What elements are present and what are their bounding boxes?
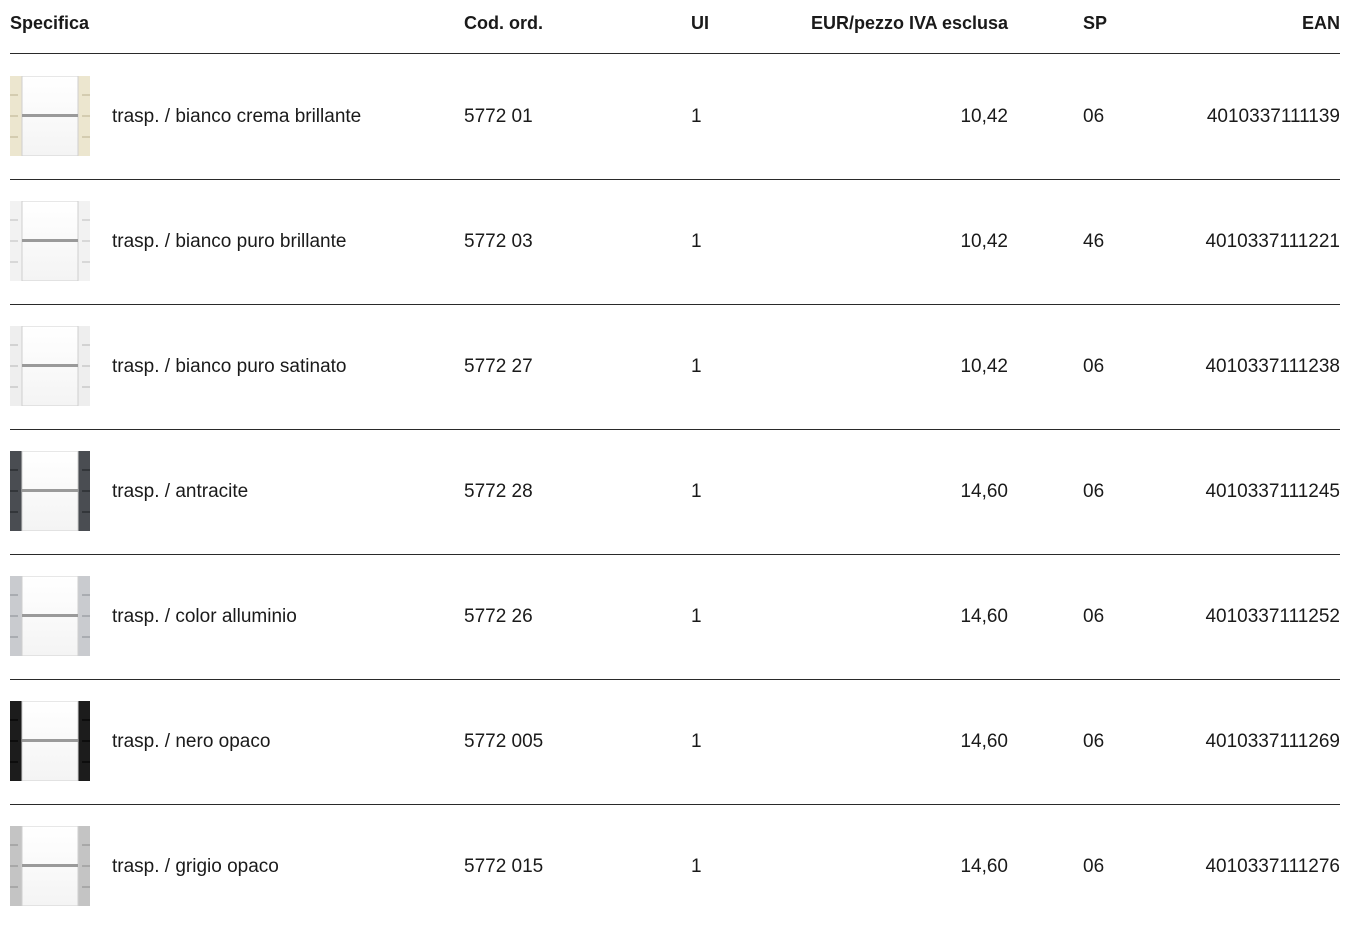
- product-thumbnail-icon: [10, 201, 90, 281]
- ean-cell: 4010337111252: [1205, 606, 1340, 627]
- ean-cell: 4010337111276: [1205, 856, 1340, 877]
- header-specifica: Specifica: [10, 13, 90, 33]
- ui-cell: 1: [691, 106, 702, 127]
- ean-cell: 4010337111245: [1205, 481, 1340, 502]
- ean-cell: 4010337111139: [1206, 106, 1340, 127]
- header-sp: SP: [1083, 13, 1108, 33]
- header-eur-pezzo: EUR/pezzo IVA esclusa: [810, 13, 1008, 33]
- price-cell: 10,42: [960, 356, 1008, 377]
- product-thumbnail-icon: [10, 76, 90, 156]
- ui-cell: 1: [691, 731, 702, 752]
- specifica-cell: trasp. / bianco puro brillante: [112, 231, 347, 252]
- product-thumbnail-icon: [10, 826, 90, 906]
- ean-cell: 4010337111238: [1205, 356, 1340, 377]
- sp-cell: 06: [1083, 106, 1105, 127]
- product-thumbnail-icon: [10, 451, 90, 531]
- sp-cell: 06: [1083, 356, 1105, 377]
- price-cell: 14,60: [960, 731, 1008, 752]
- table-header: [10, 0, 1340, 54]
- product-thumbnail-icon: [10, 701, 90, 781]
- specifica-cell: trasp. / grigio opaco: [112, 856, 279, 877]
- price-cell: 14,60: [960, 606, 1008, 627]
- specifica-cell: trasp. / bianco puro satinato: [112, 356, 347, 377]
- cod-ord-cell: 5772 27: [464, 356, 533, 377]
- table-row: [10, 54, 1340, 180]
- product-thumbnail-icon: [10, 576, 90, 656]
- cod-ord-cell: 5772 01: [464, 106, 533, 127]
- table-row: [10, 679, 1340, 805]
- header-ean: EAN: [1301, 13, 1340, 33]
- price-cell: 10,42: [960, 106, 1008, 127]
- specifica-cell: trasp. / color alluminio: [112, 606, 297, 627]
- price-cell: 14,60: [960, 481, 1008, 502]
- price-cell: 10,42: [960, 231, 1008, 252]
- ui-cell: 1: [691, 481, 702, 502]
- ean-cell: 4010337111221: [1205, 231, 1340, 252]
- price-cell: 14,60: [960, 856, 1008, 877]
- header-cod-ord: Cod. ord.: [464, 13, 543, 33]
- ui-cell: 1: [691, 231, 702, 252]
- specifica-cell: trasp. / antracite: [112, 481, 249, 502]
- cod-ord-cell: 5772 03: [464, 231, 533, 252]
- ui-cell: 1: [691, 606, 702, 627]
- header-ui: UI: [691, 13, 709, 33]
- sp-cell: 06: [1083, 731, 1105, 752]
- sp-cell: 46: [1083, 231, 1105, 252]
- ui-cell: 1: [691, 356, 702, 377]
- table-row: [10, 429, 1340, 555]
- cod-ord-cell: 5772 26: [464, 606, 533, 627]
- cod-ord-cell: 5772 005: [464, 731, 544, 752]
- specifica-cell: trasp. / nero opaco: [112, 731, 271, 752]
- table-row: [10, 804, 1340, 929]
- product-thumbnail-icon: [10, 326, 90, 406]
- specifica-cell: trasp. / bianco crema brillante: [112, 106, 362, 127]
- ui-cell: 1: [691, 856, 702, 877]
- cod-ord-cell: 5772 015: [464, 856, 544, 877]
- sp-cell: 06: [1083, 856, 1105, 877]
- table-row: [10, 179, 1340, 305]
- sp-cell: 06: [1083, 481, 1105, 502]
- cod-ord-cell: 5772 28: [464, 481, 533, 502]
- ean-cell: 4010337111269: [1205, 731, 1340, 752]
- table-row: [10, 304, 1340, 430]
- table-row: [10, 554, 1340, 680]
- sp-cell: 06: [1083, 606, 1105, 627]
